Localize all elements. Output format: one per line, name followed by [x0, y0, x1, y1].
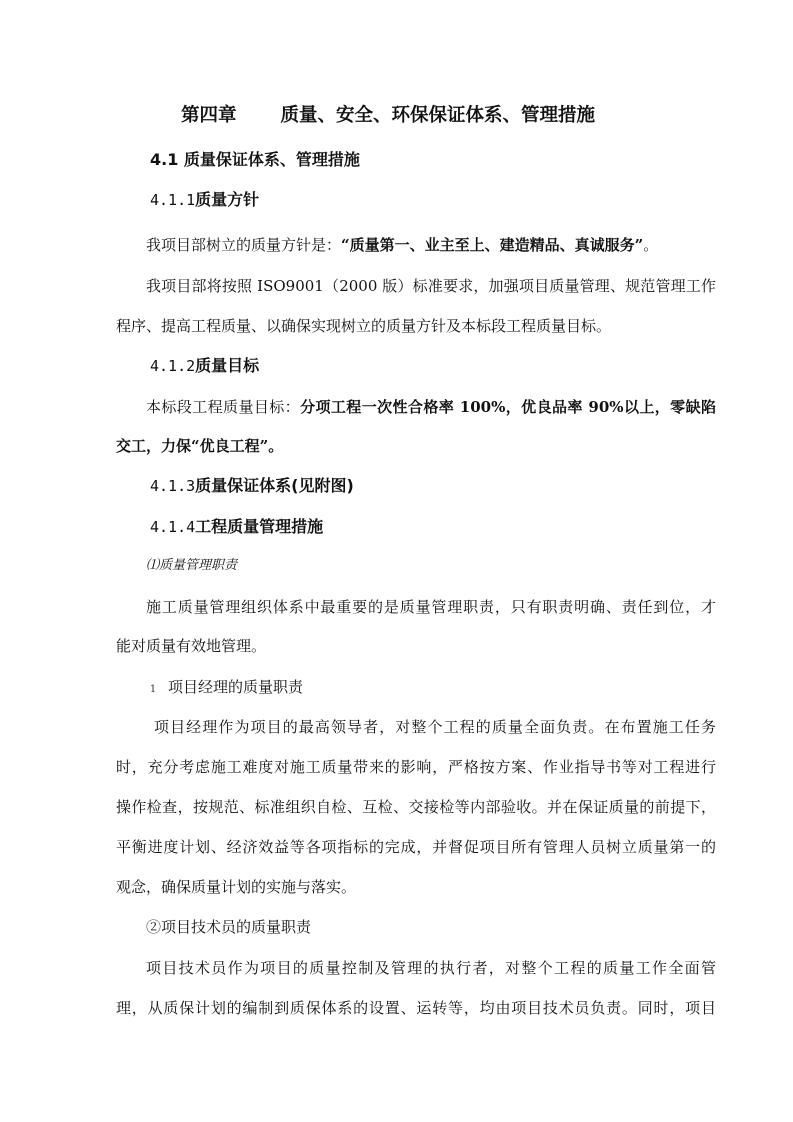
item-marker: 1 [149, 684, 157, 695]
policy-suffix: 。 [643, 236, 659, 254]
pm-paragraph-line-1: 项目经理作为项目的最高领导者，对整个工程的质量全面负责。在布置施工任务 [154, 718, 716, 736]
sub-heading-quality-duties: ⑴质量管理职责 [146, 558, 238, 573]
pm-paragraph-line-5: 观念，确保质量计划的实施与落实。 [116, 878, 357, 896]
subsection-title: 质量方针 [195, 190, 260, 209]
goal-bold-text: 分项工程一次性合格率 100%，优良品率 90%以上，零缺陷 [300, 398, 716, 416]
quality-policy-line [146, 235, 658, 255]
tech-paragraph-line-2: 理，从质保计划的编制到质保体系的设置、运转等，均由项目技术员负责。同时，项目 [116, 999, 716, 1017]
responsibility-line-1: 施工质量管理组织体系中最重要的是质量管理职责，只有职责明确、责任到位，才 [146, 598, 716, 616]
subsection-number: 4.1.2 [150, 357, 196, 375]
subsection-title: 质量目标 [195, 356, 260, 375]
pm-paragraph-line-4: 平衡进度计划、经济效益等各项指标的完成，并督促项目所有管理人员树立质量第一的 [116, 838, 716, 856]
subsection-heading-4-1-4 [150, 517, 323, 537]
policy-quote: “质量第一、业主至上、建造精品、真诚服务” [341, 236, 644, 254]
goal-prefix: 本标段工程质量目标： [146, 398, 301, 416]
goal-line-1 [146, 397, 716, 417]
tech-paragraph-line-1: 项目技术员作为项目的质量控制及管理的执行者，对整个工程的质量工作全面管 [146, 959, 716, 977]
chapter-title: 质量、安全、环保保证体系、管理措施 [280, 105, 596, 126]
subsection-heading-4-1-3 [150, 476, 354, 496]
subsection-number: 4.1.3 [150, 477, 196, 495]
subsection-heading-4-1-2 [150, 356, 259, 376]
iso-paragraph-line-1: 我项目部将按照 ISO9001（2000 版）标准要求，加强项目质量管理、规范管理工作 [146, 277, 716, 295]
subsection-number: 4.1.1 [150, 191, 196, 209]
goal-line-2: 交工，力保“优良工程”。 [116, 437, 284, 455]
subsection-title: 质量保证体系(见附图) [195, 476, 354, 495]
pm-paragraph-line-2: 时，充分考虑施工难度对施工质量带来的影响，严格按方案、作业指导书等对工程进行 [116, 758, 716, 776]
item-title: 项目经理的质量职责 [168, 678, 304, 696]
item-project-manager-heading [146, 677, 303, 700]
iso-paragraph-line-2: 程序、提高工程质量、以确保实现树立的质量方针及本标段工程质量目标。 [116, 317, 612, 335]
item-technician-heading: ②项目技术员的质量职责 [146, 918, 312, 936]
chapter-heading [181, 106, 595, 126]
chapter-number: 第四章 [181, 105, 237, 126]
policy-prefix: 我项目部树立的质量方针是： [146, 236, 342, 254]
responsibility-line-2: 能对质量有效地管理。 [116, 637, 267, 655]
pm-paragraph-line-3: 操作检查，按规范、标准组织自检、互检、交接检等内部验收。并在保证质量的前提下， [116, 798, 716, 816]
subsection-number: 4.1.4 [150, 518, 196, 536]
subsection-title: 工程质量管理措施 [195, 517, 324, 536]
section-heading-4-1: 4.1 质量保证体系、管理措施 [150, 150, 360, 169]
subsection-heading-4-1-1 [150, 190, 259, 210]
